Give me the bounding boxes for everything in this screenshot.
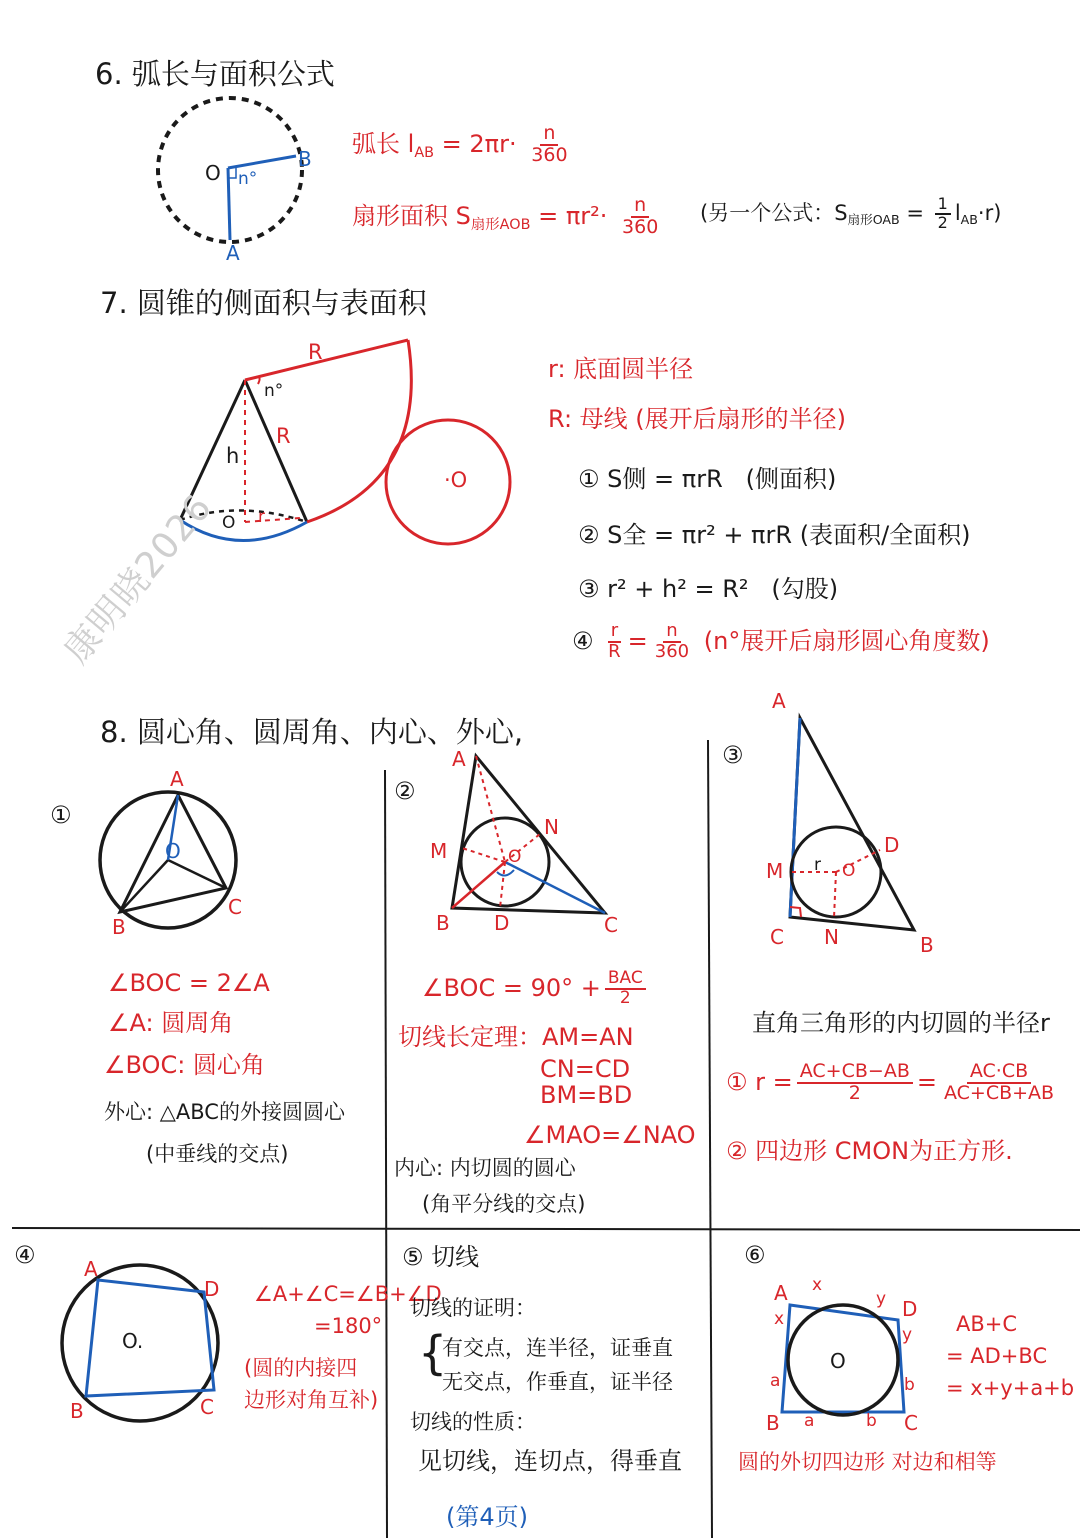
p4-point-o: O. [122,1329,144,1353]
formula-3-note: (勾股) [771,575,839,603]
p2-line1-den: 2 [619,987,631,1008]
formula-4-note: (n°展开后扇形圆心角度数) [703,626,990,655]
right-triangle-incircle [790,718,914,930]
p3-point-o: O [842,861,856,881]
panel5-number [402,1244,479,1272]
p5-line4: 切线的性质： [410,1410,536,1434]
arc-eq: = 2πr· [441,129,517,158]
formula-4-lden: R [608,640,621,662]
formula-1-num: ① [578,465,600,493]
p3-title: 直角三角形的内切圆的半径r [752,1009,1050,1037]
point-o: O [205,161,221,185]
p3-point-a: A [772,689,786,713]
point-a: A [226,241,240,265]
p3-f1-num2: AC·CB [967,1062,1031,1084]
sector-den: 360 [622,215,659,238]
panel4-number: ④ [14,1241,36,1269]
p1-line2: ∠A: 圆周角 [108,1009,234,1037]
p5-title: 切线 [431,1243,480,1271]
p6-point-d: D [902,1297,918,1321]
p3-f1-eq: = [916,1067,937,1096]
p4-line1: ∠A+∠C=∠B+∠D [254,1282,442,1306]
r-definition: r: 底面圆半径 [548,355,694,383]
incircle-figure [452,756,605,913]
formula-2-note: (表面积/全面积) [799,521,971,549]
p6-line4: 圆的外切四边形 对边和相等 [738,1450,997,1474]
p6-line1: AB+C [956,1312,1018,1336]
p3-point-m: M [766,859,784,883]
p3-point-b: B [920,933,934,957]
p4-line3: (圆的内接四 [244,1356,358,1380]
p4-point-c: C [200,1395,214,1419]
watermark: 康明晓2026 [56,486,221,672]
p2-line7: (角平分线的交点) [422,1192,586,1216]
label-circle-o: ·O [444,468,468,492]
page-number: (第4页) [446,1503,528,1531]
sector-s: S [455,201,471,230]
label-R-top: R [308,340,323,364]
p6-point-b: B [766,1411,780,1435]
p6-x-top: x [812,1275,823,1295]
formula-3-text: r² + h² = R² [607,575,749,603]
formula-2-num: ② [578,521,600,549]
p4-point-d: D [204,1277,220,1301]
p2-point-d: D [494,911,510,935]
sector-sub: 扇形AOB [470,216,531,233]
label-cone-o: O [222,513,236,533]
p2-point-b: B [436,911,450,935]
p1-line5: (中垂线的交点) [146,1142,289,1166]
p6-point-a: A [774,1281,788,1305]
alt-close: ·r) [977,200,1002,225]
label-h: h [226,444,240,468]
p3-label-r: r [814,855,821,875]
p2-line5: ∠MAO=∠NAO [524,1121,696,1149]
section7-title: 7. 圆锥的侧面积与表面积 [100,286,427,320]
alt-l: l [954,200,961,225]
p6-b-bottom: b [866,1411,877,1431]
panel2-number: ② [394,777,416,805]
p3-formula1 [726,1062,1061,1104]
p3-point-n: N [824,925,839,949]
p4-line2: =180° [314,1314,383,1338]
formula-1 [578,466,836,494]
divider-v1 [385,770,387,1538]
p3-f1-den: 2 [848,1081,861,1104]
p4-line4: 边形对角互补) [244,1388,379,1412]
p3-f1-pre: ① r = [726,1067,793,1096]
label-n-deg: n° [264,381,284,401]
p4-point-b: B [70,1399,84,1423]
p2-point-n: N [544,815,559,839]
p2-line6: 内心: 内切圆的圆心 [394,1156,576,1180]
sector-label: 扇形面积 [352,201,448,230]
section8-title: 8. 圆心角、圆周角、内心、外心, [100,715,524,749]
p6-point-c: C [904,1411,918,1435]
p2-point-a: A [452,747,466,771]
p6-line2: = AD+BC [946,1344,1048,1368]
p2-line4: BM=BD [540,1081,633,1109]
p6-y-top: y [876,1289,887,1309]
arc-l: l [407,129,415,158]
formula-4-num: ④ [572,626,594,655]
formula-4-lnum: r [608,622,621,643]
radius-ob [228,156,296,168]
alt-formula [700,196,1001,232]
alt-eq: = [899,200,931,225]
p2-point-o: O [508,847,522,867]
formula-1-note: (侧面积) [745,465,837,493]
formula-3 [578,576,838,604]
p4-point-a: A [84,1257,98,1281]
point-b: B [298,147,312,171]
p2-point-m: M [430,839,448,863]
p3-point-d: D [884,833,900,857]
p6-b-right: b [904,1375,915,1395]
panel1-number: ① [50,801,72,829]
p1-point-b: B [112,915,126,939]
brace-icon: { [418,1326,448,1380]
sector-figure [158,98,302,242]
arc-den: 360 [531,143,568,166]
p2-line1 [422,970,650,1008]
p5-line3: 无交点，作垂直，证半径 [442,1370,673,1394]
p2-line3: CN=CD [540,1055,631,1083]
p6-x-left: x [774,1309,785,1329]
alt-open: (另一个公式：S [700,200,848,225]
section6-title: 6. 弧长与面积公式 [95,57,335,91]
sector-area-formula [352,196,665,238]
formula-4-eq: = [627,626,648,655]
sector-arc [307,340,411,522]
alt-lsub: AB [960,212,978,228]
p6-y-right: y [902,1325,913,1345]
p2-line1-text: ∠BOC = 90° + [422,973,601,1002]
label-R-side: R [276,424,291,448]
alt-den: 2 [937,212,948,232]
divider-h [12,1228,1080,1230]
p1-point-c: C [228,895,242,919]
formula-2-text: S全 = πr² + πrR [607,521,793,549]
formula-4-rnum: n [663,622,680,643]
p1-line1: ∠BOC = 2∠A [108,969,270,997]
p5-line1: 切线的证明： [410,1296,536,1320]
formula-3-num: ③ [578,575,600,603]
p1-point-a: A [170,767,184,791]
p2-line1-num: BAC [605,970,646,990]
panel3-number: ③ [722,741,744,769]
p6-a-bottom: a [804,1411,815,1431]
p5-line5: 见切线，连切点，得垂直 [418,1447,682,1475]
p6-line3: = x+y+a+b [946,1376,1075,1400]
arc-num: n [540,124,558,146]
arc-length-formula [352,124,575,166]
radius-oa [228,168,230,240]
p5-line2: 有交点，连半径，证垂直 [442,1336,673,1360]
arc-sub: AB [414,144,435,161]
p1-point-o: O [165,839,181,863]
p3-point-c: C [770,925,784,949]
arc-label: 弧长 [352,129,400,158]
formula-2 [578,522,971,550]
divider-v2 [708,740,712,1538]
p2-point-c: C [604,913,618,937]
p1-line4: 外心: △ABC的外接圆圆心 [104,1100,345,1124]
sector-num: n [631,196,649,218]
p3-formula2: ② 四边形 CMON为正方形. [726,1137,1013,1165]
p2-line2: 切线长定理：AM=AN [398,1023,634,1051]
p5-num: ⑤ [402,1243,424,1271]
sector-edge [245,340,408,380]
p6-point-o: O [830,1349,846,1373]
p3-f1-den2: AC+CB+AB [943,1081,1055,1104]
alt-sub: 扇形OAB [847,212,900,228]
formula-4-rden: 360 [654,640,690,662]
formula-4 [572,622,990,662]
angle-n: n° [238,169,258,189]
sector-eq: = πr²· [538,201,608,230]
label-cone-r: r [258,507,265,527]
R-definition: R: 母线 (展开后扇形的半径) [548,405,847,433]
p1-line3: ∠BOC: 圆心角 [104,1051,265,1079]
p6-a-left: a [770,1371,781,1391]
alt-num: 1 [935,196,951,215]
formula-1-text: S侧 = πrR [607,465,723,493]
panel6-number: ⑥ [744,1241,766,1269]
p3-f1-num: AC+CB−AB [797,1062,913,1084]
